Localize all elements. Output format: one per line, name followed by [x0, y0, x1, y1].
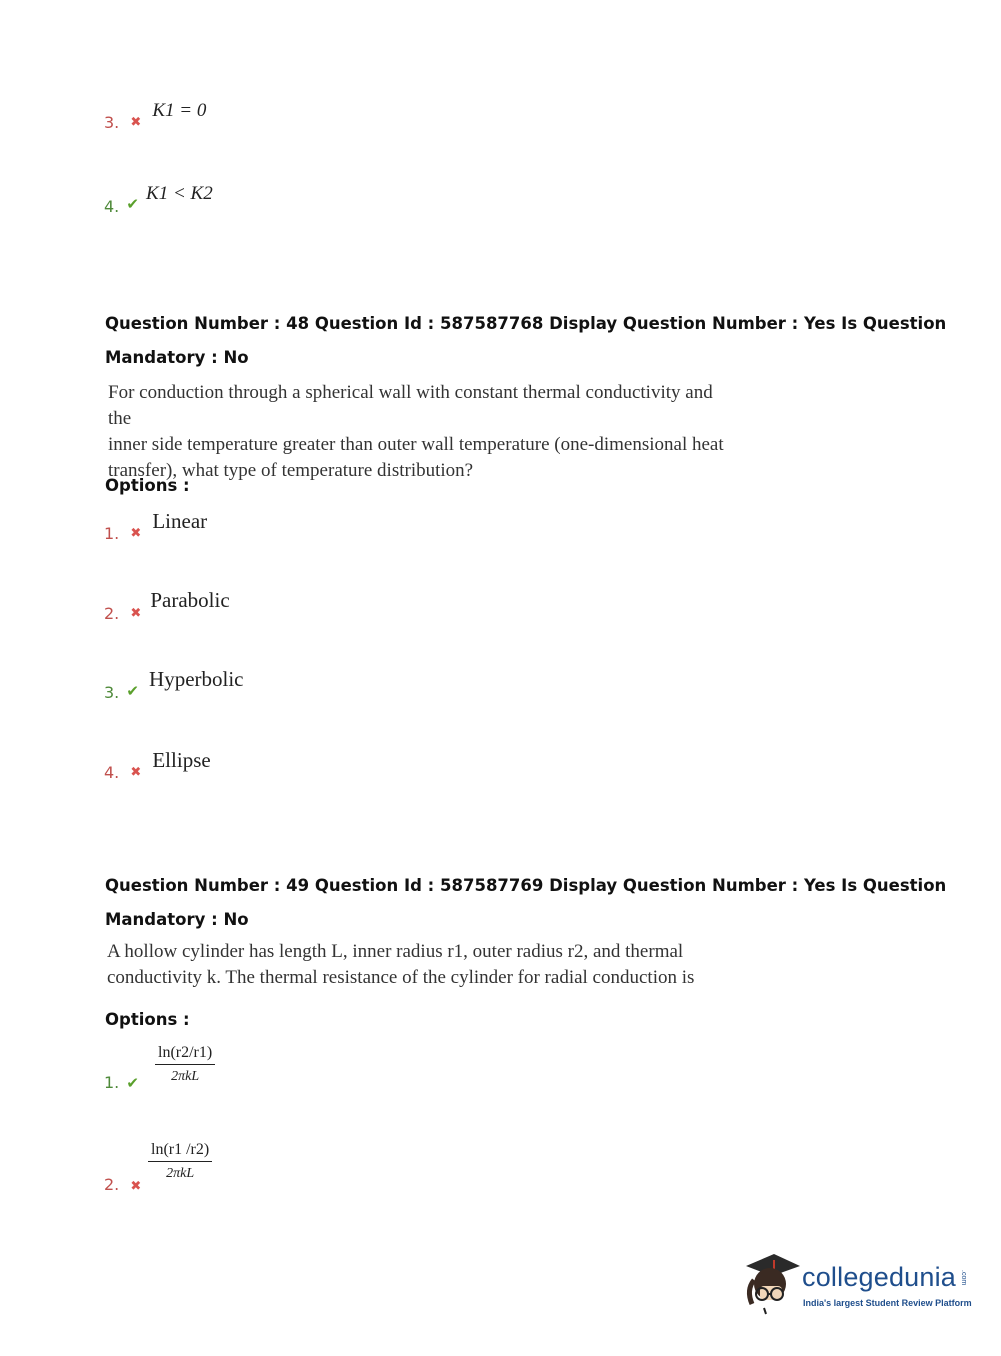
- formula-denominator: 2πkL: [166, 1166, 195, 1181]
- option-number: 1.: [104, 524, 120, 543]
- cross-icon: ✖: [130, 526, 142, 541]
- check-icon: ✔: [126, 195, 139, 213]
- formula-numerator: ln(r1 /r2): [148, 1141, 212, 1162]
- question-mandatory: Mandatory : No: [105, 348, 249, 367]
- question-mandatory: Mandatory : No: [105, 910, 249, 929]
- question-text-line: inner side temperature greater than outer wall temperature (one-dimensional heat: [108, 434, 724, 455]
- question-text-line: transfer), what type of temperature distribution?: [108, 460, 474, 481]
- mascot-icon: [740, 1250, 802, 1316]
- question-text-line: A hollow cylinder has length L, inner radius r1, outer radius r2, and thermal: [107, 941, 684, 962]
- question-text-line: conductivity k. The thermal resistance of the cylinder for radial conduction is: [107, 967, 695, 988]
- option-row: [104, 100, 207, 132]
- option-number: 4.: [104, 763, 120, 782]
- option-number: 3.: [104, 683, 120, 702]
- cross-icon: ✖: [130, 115, 142, 130]
- option-row: [104, 588, 230, 623]
- option-number: 2.: [104, 604, 120, 623]
- check-icon: ✔: [126, 1074, 139, 1092]
- cross-icon: ✖: [130, 1179, 142, 1194]
- option-formula: [148, 1141, 212, 1182]
- option-number: 2.: [104, 1175, 120, 1194]
- option-row: [104, 1073, 139, 1092]
- options-label: Options :: [105, 1010, 190, 1029]
- option-row: [104, 667, 244, 702]
- formula-denominator: 2πkL: [171, 1069, 200, 1084]
- question-header: Question Number : 48 Question Id : 587587768 Display Question Number : Yes Is Question: [105, 314, 947, 333]
- question-text: [108, 380, 728, 484]
- option-row: [104, 748, 211, 782]
- logo-tagline: India's largest Student Review Platform: [803, 1298, 972, 1308]
- option-row: [104, 183, 213, 216]
- logo-suffix: .com: [960, 1270, 967, 1286]
- option-number: 3.: [104, 113, 120, 132]
- option-number: 1.: [104, 1073, 120, 1092]
- logo-name: collegedunia: [802, 1262, 957, 1292]
- cross-icon: ✖: [130, 765, 142, 780]
- check-icon: ✔: [126, 682, 139, 700]
- cross-icon: ✖: [130, 606, 142, 621]
- options-label: Options :: [105, 476, 190, 495]
- formula-numerator: ln(r2/r1): [155, 1044, 215, 1065]
- option-formula: [155, 1044, 215, 1085]
- option-text: K1 = 0: [152, 100, 207, 121]
- collegedunia-logo: [740, 1248, 980, 1318]
- option-row: [104, 1175, 141, 1194]
- option-row: [104, 509, 208, 543]
- option-text: Linear: [152, 509, 208, 533]
- option-number: 4.: [104, 197, 120, 216]
- option-text: Hyperbolic: [149, 667, 244, 691]
- option-text: Ellipse: [152, 748, 211, 772]
- question-text-line: For conduction through a spherical wall with constant thermal conductivity and the: [108, 382, 713, 429]
- option-text: Parabolic: [150, 588, 230, 612]
- question-header: Question Number : 49 Question Id : 587587769 Display Question Number : Yes Is Question: [105, 876, 947, 895]
- question-text: [107, 939, 727, 991]
- option-text: K1 < K2: [146, 183, 213, 204]
